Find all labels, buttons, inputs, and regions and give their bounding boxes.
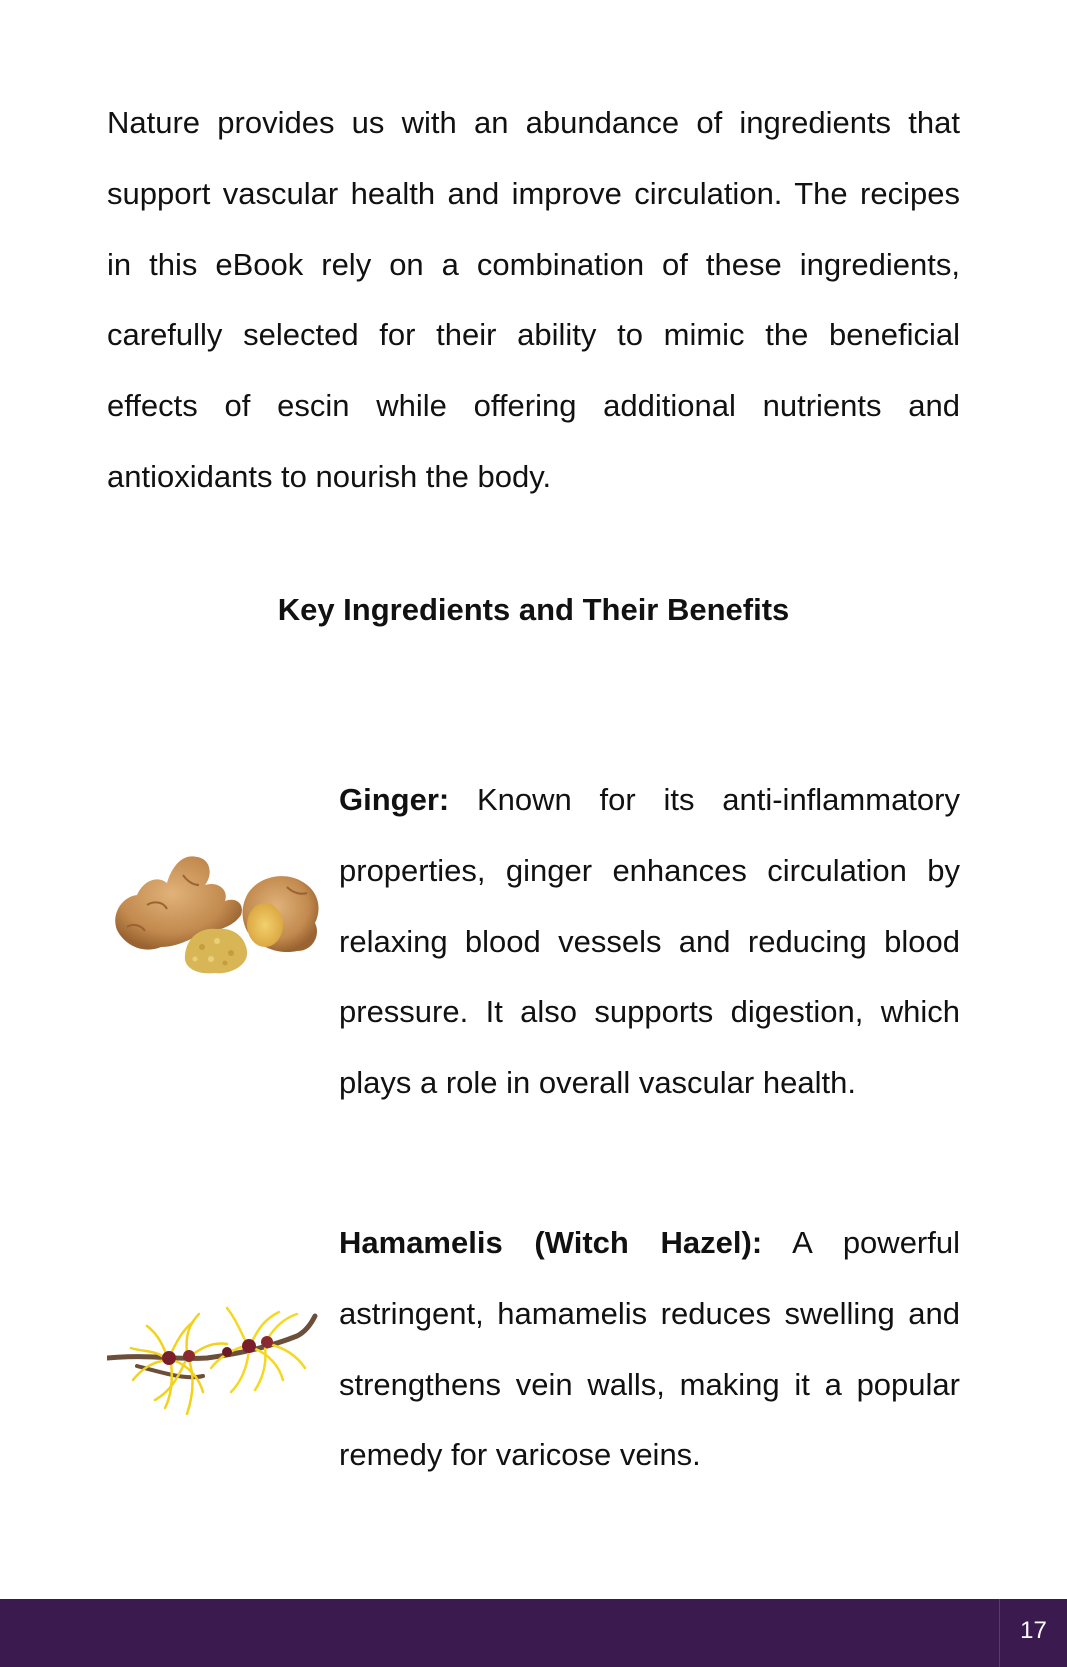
ingredient-ginger (107, 765, 960, 1105)
page-number: 17 (999, 1599, 1067, 1667)
ingredient-name: Hamamelis (Witch Hazel): (339, 1225, 763, 1260)
ingredient-description: A powerful astringent, hamamelis reduces swelling and strengthens vein walls, making it a popular remedy for varicose veins. (339, 1225, 960, 1473)
ingredient-witch-hazel-text (339, 1208, 960, 1491)
ingredient-name: Ginger: (339, 782, 450, 817)
ingredient-witch-hazel (107, 1208, 960, 1488)
ingredient-description: Known for its anti-inflammatory properties, ginger enhances circulation by relaxing blood vessels and reducing blood pressure. It also supports digestion, which plays a role in overall vascular health. (339, 782, 960, 1101)
witch-hazel-image (107, 1296, 319, 1426)
section-title: Key Ingredients and Their Benefits (277, 592, 790, 627)
ginger-image (107, 835, 325, 985)
page-footer (0, 1599, 1067, 1667)
ingredient-ginger-text (339, 765, 960, 1119)
intro-paragraph: Nature provides us with an abundance of ingredients that support vascular health and improve circulation. The recipes in this eBook rely on a combination of these ingredients, carefully selected for their ability to mimic the beneficial effects of escin while offering additional nutrients and antioxidants to nourish the body. (107, 105, 960, 494)
